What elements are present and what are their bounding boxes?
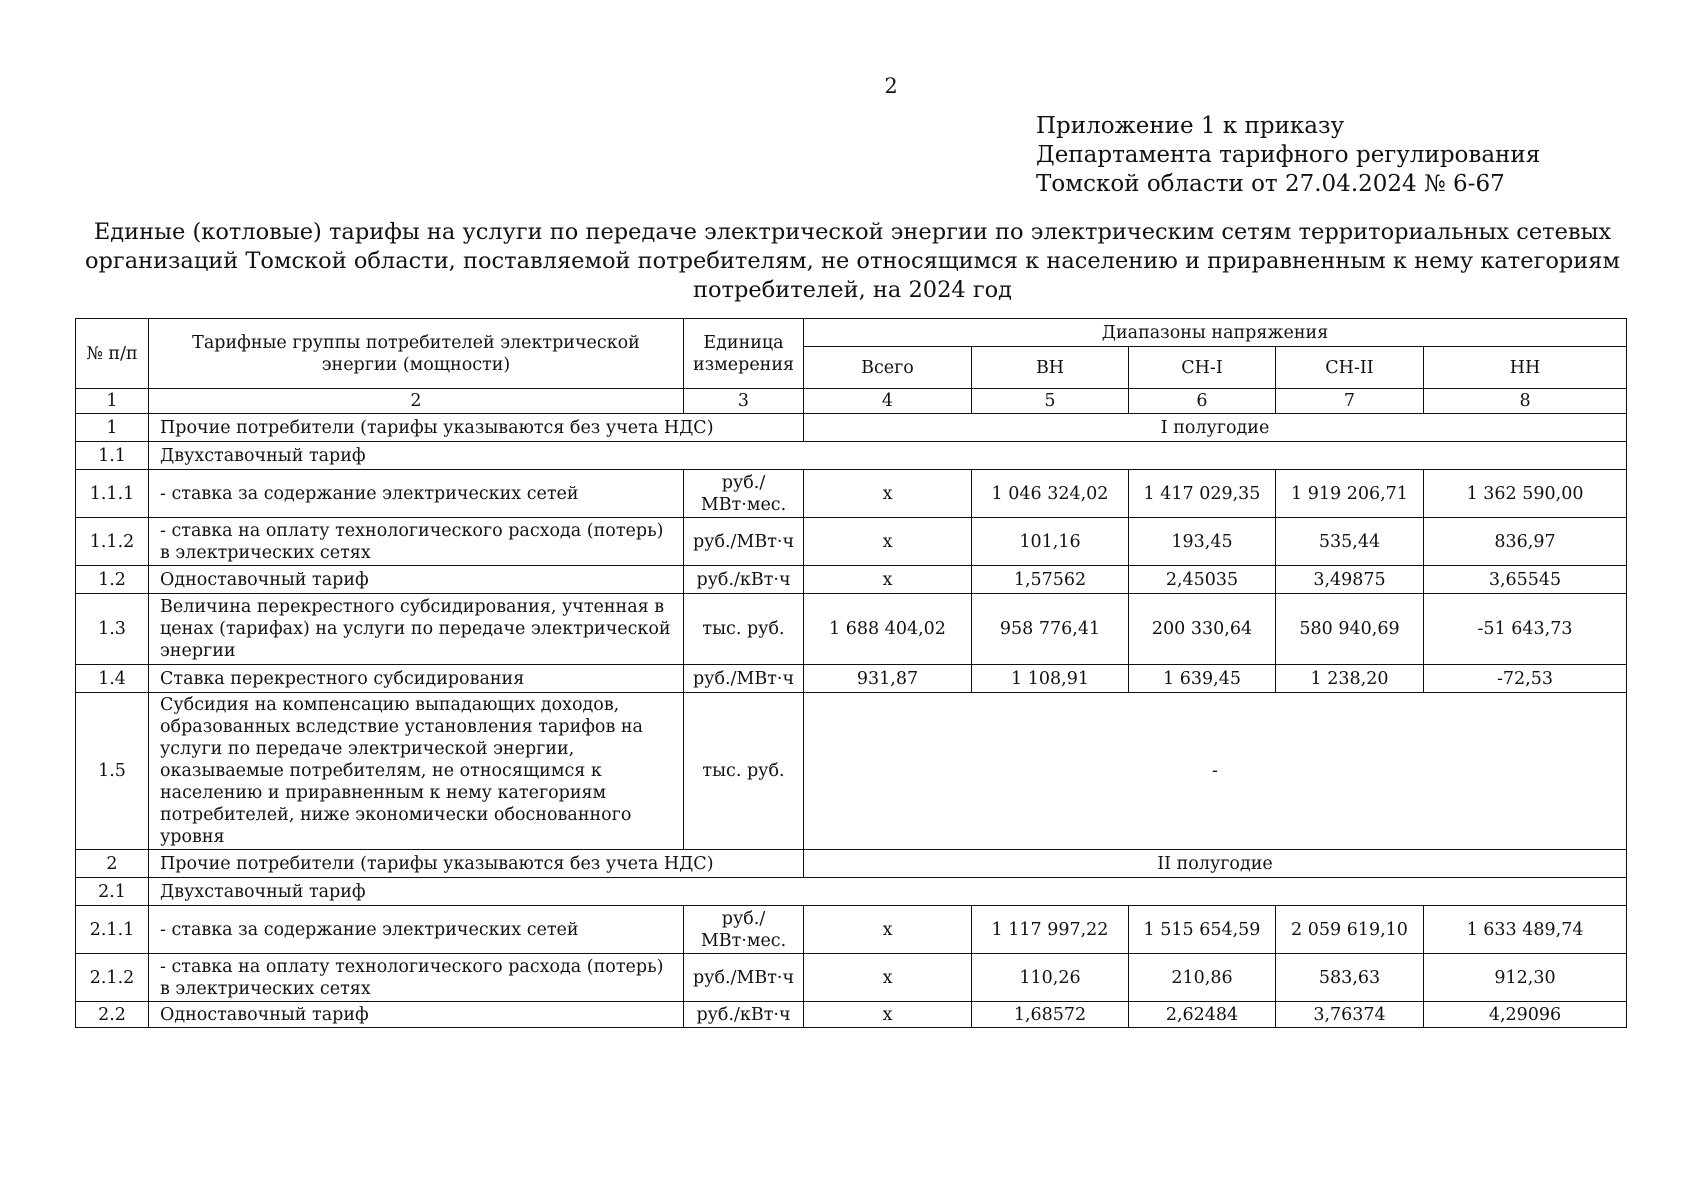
value-nn: 912,30: [1424, 954, 1627, 1002]
header-voltage-ranges: Диапазоны напряжения: [804, 319, 1627, 347]
column-number: 4: [804, 389, 972, 414]
column-number: 5: [972, 389, 1129, 414]
row-unit: руб./МВт·мес.: [684, 470, 804, 518]
row-num: 2.1.2: [76, 954, 149, 1002]
value-sn2: 2 059 619,10: [1276, 906, 1424, 954]
value-vn: 1 046 324,02: [972, 470, 1129, 518]
table-row: [76, 1002, 1627, 1028]
row-num: 1.1.2: [76, 518, 149, 566]
row-num: 1.4: [76, 665, 149, 693]
value-nn: 1 633 489,74: [1424, 906, 1627, 954]
column-number: 8: [1424, 389, 1627, 414]
column-number: 7: [1276, 389, 1424, 414]
table-row: [76, 693, 1627, 850]
value-sn1: 1 639,45: [1129, 665, 1276, 693]
value-total: х: [804, 906, 972, 954]
row-name: Двухставочный тариф: [149, 442, 1627, 470]
value-vn: 1,68572: [972, 1002, 1129, 1028]
appendix-line: Томской области от 27.04.2024 № 6-67: [1036, 171, 1505, 197]
column-number: 3: [684, 389, 804, 414]
row-num: 1.1: [76, 442, 149, 470]
document-title: Единые (котловые) тарифы на услуги по передаче электрической энергии по электрическим сетям территориальных сетевых организаций Томской области, поставляемой потребителям, не относящимся к населению и приравненным к нему категориям потребителей, на 2024 год: [84, 219, 1620, 303]
row-name: Одноставочный тариф: [149, 1002, 684, 1028]
value-sn2: 583,63: [1276, 954, 1424, 1002]
value-total: х: [804, 470, 972, 518]
row-num: 2: [76, 850, 149, 878]
appendix-reference: [1036, 112, 1540, 199]
value-total: х: [804, 954, 972, 1002]
value-merged: -: [804, 693, 1627, 850]
value-vn: 1,57562: [972, 566, 1129, 594]
value-vn: 1 117 997,22: [972, 906, 1129, 954]
period-label: II полугодие: [804, 850, 1627, 878]
row-unit: руб./МВт·ч: [684, 518, 804, 566]
row-num: 1: [76, 414, 149, 442]
table-row: [76, 594, 1627, 665]
row-unit: руб./МВт·мес.: [684, 906, 804, 954]
page-number: 2: [884, 74, 898, 98]
table-row: [76, 850, 1627, 878]
row-name: Прочие потребители (тарифы указываются без учета НДС): [149, 414, 804, 442]
row-name: Субсидия на компенсацию выпадающих доходов, образованных вследствие установления тарифов на услуги по передаче электрической энергии, оказываемые потребителям, не относящимся к населению и приравненным к нему категориям потребителей, ниже экономически обоснованного уровня: [149, 693, 684, 850]
row-name: - ставка на оплату технологического расхода (потерь) в электрических сетях: [149, 954, 684, 1002]
header-nn: НН: [1424, 347, 1627, 389]
row-name: Величина перекрестного субсидирования, учтенная в ценах (тарифах) на услуги по передаче электрической энергии: [149, 594, 684, 665]
table-row: [76, 442, 1627, 470]
row-name: - ставка на оплату технологического расхода (потерь) в электрических сетях: [149, 518, 684, 566]
value-total: 1 688 404,02: [804, 594, 972, 665]
column-number-row: [76, 389, 1627, 414]
table-row: [76, 470, 1627, 518]
value-vn: 101,16: [972, 518, 1129, 566]
row-name: - ставка за содержание электрических сетей: [149, 470, 684, 518]
period-label: I полугодие: [804, 414, 1627, 442]
header-unit: Единица измерения: [684, 319, 804, 389]
row-num: 2.1.1: [76, 906, 149, 954]
row-num: 1.5: [76, 693, 149, 850]
value-vn: 110,26: [972, 954, 1129, 1002]
row-num: 1.2: [76, 566, 149, 594]
value-sn1: 200 330,64: [1129, 594, 1276, 665]
tariff-table: [75, 318, 1627, 1028]
row-unit: руб./кВт·ч: [684, 566, 804, 594]
value-total: х: [804, 566, 972, 594]
column-number: 1: [76, 389, 149, 414]
value-sn2: 1 919 206,71: [1276, 470, 1424, 518]
value-total: х: [804, 518, 972, 566]
value-sn1: 1 417 029,35: [1129, 470, 1276, 518]
value-nn: 836,97: [1424, 518, 1627, 566]
value-total: 931,87: [804, 665, 972, 693]
value-sn1: 2,62484: [1129, 1002, 1276, 1028]
row-unit: руб./МВт·ч: [684, 665, 804, 693]
value-sn2: 3,49875: [1276, 566, 1424, 594]
table-row: [76, 878, 1627, 906]
header-total: Всего: [804, 347, 972, 389]
row-num: 1.3: [76, 594, 149, 665]
value-sn2: 535,44: [1276, 518, 1424, 566]
appendix-line: Приложение 1 к приказу: [1036, 113, 1345, 139]
row-name: - ставка за содержание электрических сетей: [149, 906, 684, 954]
appendix-line: Департамента тарифного регулирования: [1036, 142, 1541, 168]
row-num: 2.2: [76, 1002, 149, 1028]
row-unit: тыс. руб.: [684, 693, 804, 850]
row-num: 2.1: [76, 878, 149, 906]
row-name: Ставка перекрестного субсидирования: [149, 665, 684, 693]
value-nn: 1 362 590,00: [1424, 470, 1627, 518]
row-name: Прочие потребители (тарифы указываются без учета НДС): [149, 850, 804, 878]
table-row: [76, 566, 1627, 594]
row-name: Двухставочный тариф: [149, 878, 1627, 906]
column-number: 2: [149, 389, 684, 414]
table-row: [76, 906, 1627, 954]
value-sn1: 2,45035: [1129, 566, 1276, 594]
header-row: [76, 319, 1627, 347]
table-row: [76, 518, 1627, 566]
value-nn: 4,29096: [1424, 1002, 1627, 1028]
value-nn: -72,53: [1424, 665, 1627, 693]
row-name: Одноставочный тариф: [149, 566, 684, 594]
header-sn2: СН-II: [1276, 347, 1424, 389]
header-sn1: СН-I: [1129, 347, 1276, 389]
header-tariff-groups: Тарифные группы потребителей электрической энергии (мощности): [149, 319, 684, 389]
value-vn: 958 776,41: [972, 594, 1129, 665]
value-nn: 3,65545: [1424, 566, 1627, 594]
value-vn: 1 108,91: [972, 665, 1129, 693]
row-unit: тыс. руб.: [684, 594, 804, 665]
table-row: [76, 954, 1627, 1002]
table-row: [76, 414, 1627, 442]
row-unit: руб./кВт·ч: [684, 1002, 804, 1028]
header-vn: ВН: [972, 347, 1129, 389]
column-number: 6: [1129, 389, 1276, 414]
value-sn1: 210,86: [1129, 954, 1276, 1002]
value-sn1: 193,45: [1129, 518, 1276, 566]
value-sn2: 580 940,69: [1276, 594, 1424, 665]
row-unit: руб./МВт·ч: [684, 954, 804, 1002]
value-sn2: 3,76374: [1276, 1002, 1424, 1028]
value-total: х: [804, 1002, 972, 1028]
value-nn: -51 643,73: [1424, 594, 1627, 665]
header-num: № п/п: [76, 319, 149, 389]
value-sn2: 1 238,20: [1276, 665, 1424, 693]
row-num: 1.1.1: [76, 470, 149, 518]
value-sn1: 1 515 654,59: [1129, 906, 1276, 954]
table-row: [76, 665, 1627, 693]
